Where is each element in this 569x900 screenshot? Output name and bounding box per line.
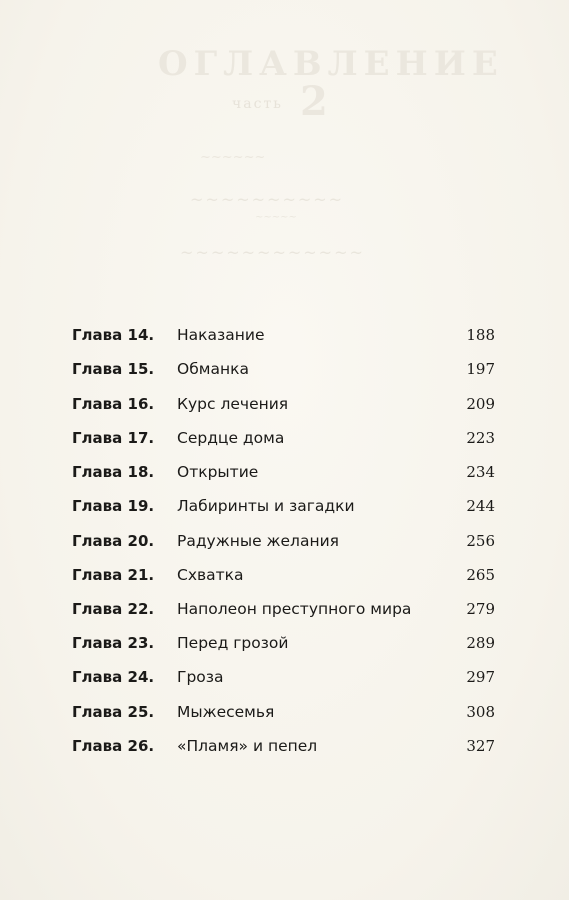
toc-entry — [0, 594, 569, 624]
chapter-title: Лабиринты и загадки — [177, 497, 355, 515]
toc-entry — [0, 389, 569, 419]
chapter-title: Наказание — [177, 326, 265, 344]
chapter-page-number: 327 — [466, 737, 495, 755]
toc-entry — [0, 662, 569, 692]
chapter-label: Глава 16. — [72, 395, 155, 413]
chapter-label: Глава 23. — [72, 634, 155, 652]
chapter-page-number: 188 — [466, 326, 495, 344]
chapter-title: Наполеон преступного мира — [177, 600, 412, 618]
show-through-subtitle: часть — [232, 96, 283, 112]
chapter-label: Глава 20. — [72, 532, 155, 550]
chapter-title: Перед грозой — [177, 634, 289, 652]
chapter-label: Глава 15. — [72, 360, 155, 378]
chapter-title: Курс лечения — [177, 395, 289, 413]
chapter-title: Гроза — [177, 668, 224, 686]
toc-entry — [0, 320, 569, 350]
chapter-page-number: 244 — [466, 497, 495, 515]
chapter-title: Обманка — [177, 360, 249, 378]
toc-entry — [0, 354, 569, 384]
toc-entry — [0, 697, 569, 727]
toc-entry — [0, 423, 569, 453]
chapter-page-number: 234 — [466, 463, 495, 481]
chapter-page-number: 279 — [466, 600, 495, 618]
chapter-title: Сердце дома — [177, 429, 285, 447]
chapter-label: Глава 19. — [72, 497, 155, 515]
chapter-title: Открытие — [177, 463, 259, 481]
toc-entry — [0, 491, 569, 521]
chapter-title: Мыжесемья — [177, 703, 275, 721]
toc-entry — [0, 628, 569, 658]
toc-entry — [0, 457, 569, 487]
show-through-title: ОГЛАВЛЕНИЕ — [158, 44, 504, 84]
chapter-page-number: 223 — [466, 429, 495, 447]
chapter-label: Глава 14. — [72, 326, 155, 344]
toc-entry — [0, 526, 569, 556]
show-through-line: ~~~~~~ — [200, 150, 266, 165]
chapter-page-number: 256 — [466, 532, 495, 550]
chapter-label: Глава 22. — [72, 600, 155, 618]
toc-entry — [0, 560, 569, 590]
chapter-title: Радужные желания — [177, 532, 339, 550]
chapter-label: Глава 25. — [72, 703, 155, 721]
chapter-label: Глава 21. — [72, 566, 155, 584]
chapter-page-number: 297 — [466, 668, 495, 686]
show-through-line: ~~~~~~~~~~ — [190, 190, 345, 209]
show-through-line: ~~~~~ — [255, 212, 297, 223]
chapter-label: Глава 18. — [72, 463, 155, 481]
chapter-label: Глава 24. — [72, 668, 155, 686]
chapter-page-number: 308 — [466, 703, 495, 721]
toc-entry — [0, 731, 569, 761]
chapter-label: Глава 26. — [72, 737, 155, 755]
show-through-line: ~~~~~~~~~~~~ — [180, 243, 365, 262]
chapter-title: «Пламя» и пепел — [177, 737, 318, 755]
chapter-page-number: 289 — [466, 634, 495, 652]
chapter-page-number: 209 — [466, 395, 495, 413]
chapter-page-number: 265 — [466, 566, 495, 584]
chapter-label: Глава 17. — [72, 429, 155, 447]
chapter-title: Схватка — [177, 566, 244, 584]
show-through-numeral: 2 — [300, 78, 328, 125]
chapter-page-number: 197 — [466, 360, 495, 378]
